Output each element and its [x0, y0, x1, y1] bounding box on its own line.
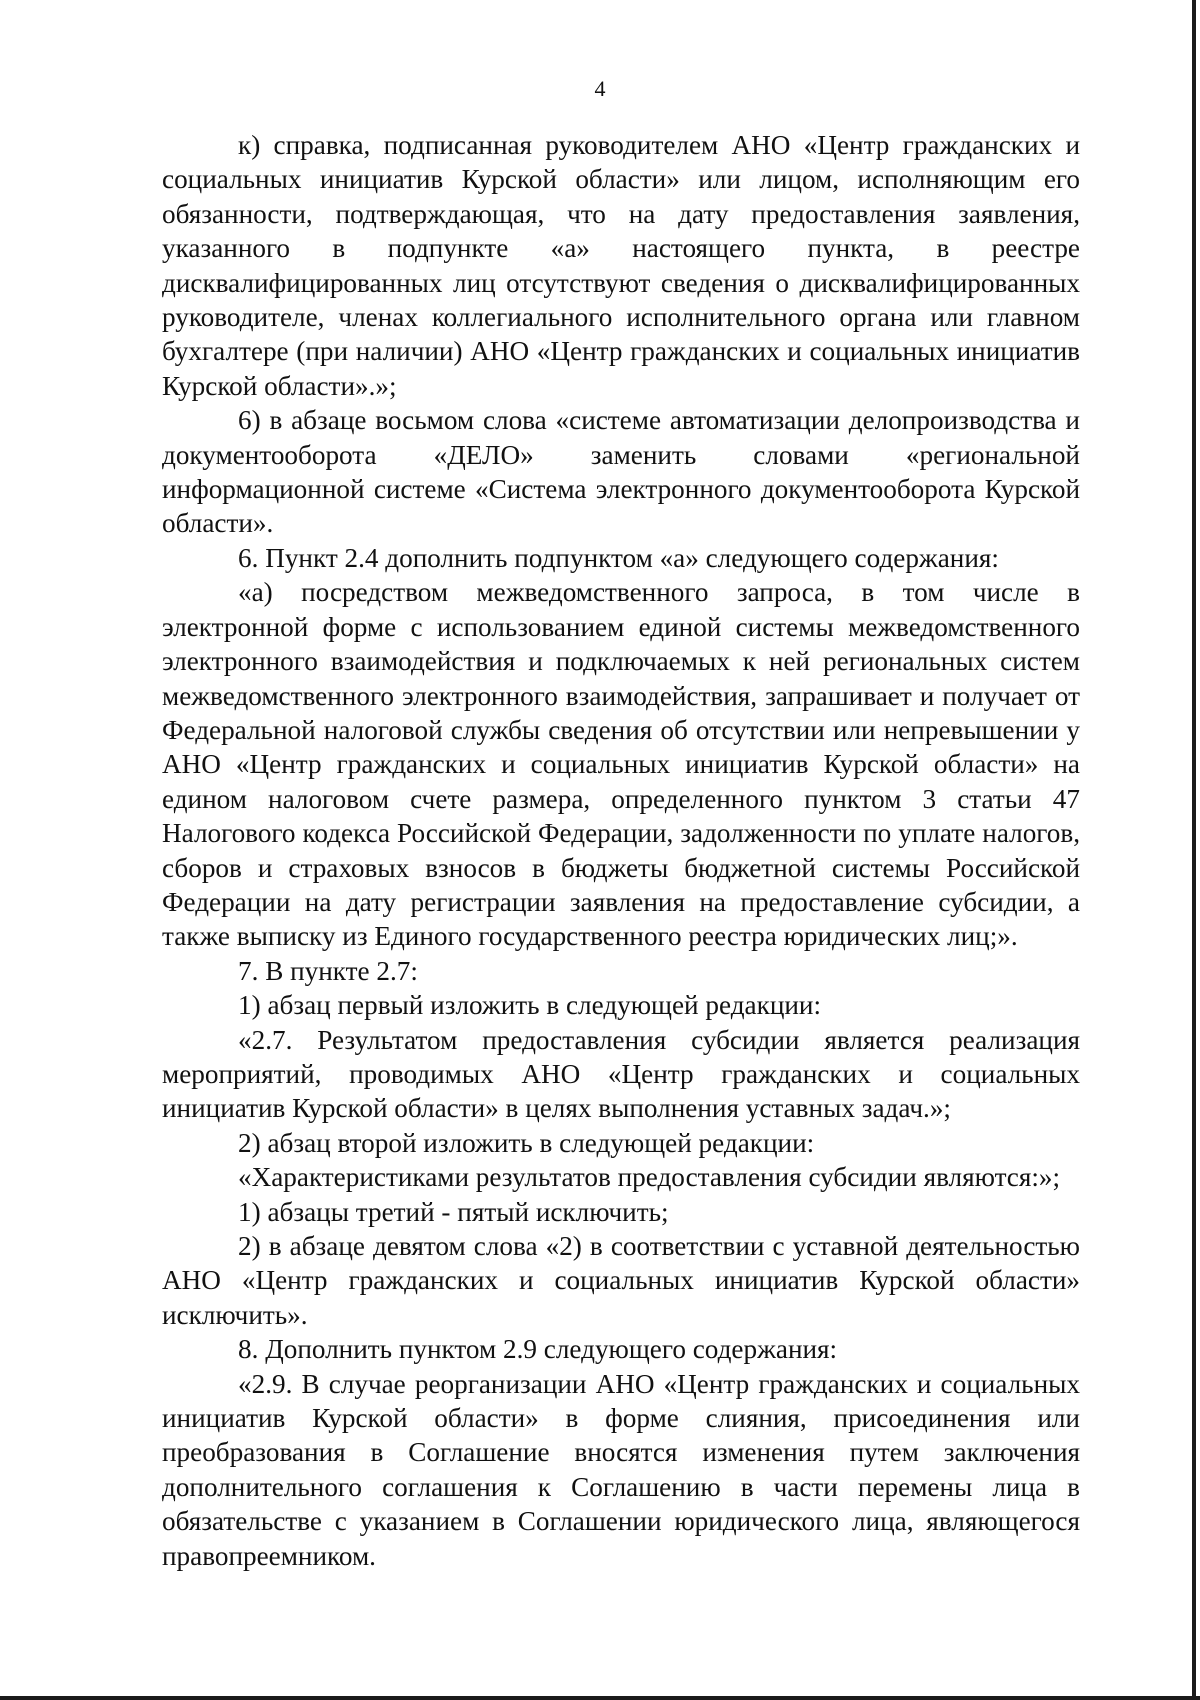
paragraph-ninth-clause: 2) в абзаце девятом слова «2) в соответствии с уставной деятельностью АНО «Центр гражданских и социальных инициатив Курской области» исключить».	[162, 1231, 1080, 1330]
paragraph-a-interagency-request: «а) посредством межведомственного запроса, в том числе в электронной форме с использованием единой системы межведомственного электронного взаимодействия и подключаемых к ней региональных систем межведомственного электронного взаимодействия, запрашивает и получает от Федеральной налоговой службы сведения об отсутствии или непревышении у АНО «Центр гражданских и социальных инициатив Курской области» на едином налоговом счете размера, определенного пунктом 3 статьи 47 Налогового кодекса Российской Федерации, задолженности по уплате налогов, сборов и страховых взносов в бюджеты бюджетной системы Российской Федерации на дату регистрации заявления на предоставление субсидии, а также выписку из Единого государственного реестра юридических лиц;».	[162, 577, 1080, 952]
paragraph-6-delo-replacement: 6) в абзаце восьмом слова «системе автоматизации делопроизводства и документооборота «ДЕЛО» заменить словами «региональной информационной системе «Система электронного документооборота Курской области».	[162, 405, 1080, 539]
paragraph-characteristics: «Характеристиками результатов предоставления субсидии являются:»;	[238, 1162, 1061, 1193]
paragraph-7-2-second-clause: 2) абзац второй изложить в следующей редакции:	[238, 1127, 815, 1158]
paragraph-7-1-first-clause: 1) абзац первый изложить в следующей редакции:	[238, 990, 822, 1021]
paragraph-item-8-heading: 8. Дополнить пунктом 2.9 следующего содержания:	[238, 1334, 838, 1365]
paragraph-k-certificate: к) справка, подписанная руководителем АНО «Центр гражданских и социальных инициатив Курской области» или лицом, исполняющим его обязанности, подтверждающая, что на дату предоставления заявления, указанного в подпункте «а» настоящего пункта, в реестре дисквалифицированных лиц отсутствуют сведения о дисквалифицированных руководителе, членах коллегиального исполнительного органа или главном бухгалтере (при наличии) АНО «Центр гражданских и социальных инициатив Курской области».»;	[162, 130, 1080, 401]
paragraph-item-6-heading: 6. Пункт 2.4 дополнить подпунктом «а» следующего содержания:	[238, 542, 999, 573]
paragraph-2-7-result: «2.7. Результатом предоставления субсидии является реализация мероприятий, проводимых АНО «Центр гражданских и социальных инициатив Курской области» в целях выполнения уставных задач.»;	[162, 1024, 1080, 1124]
paragraph-item-7-heading: 7. В пункте 2.7:	[238, 955, 418, 986]
paragraph-clauses-3-5-excluded: 1) абзацы третий - пятый исключить;	[238, 1196, 669, 1227]
scan-edge-bottom	[0, 1696, 1200, 1700]
document-body	[162, 128, 1080, 1573]
paragraph-2-9-reorganization: «2.9. В случае реорганизации АНО «Центр гражданских и социальных инициатив Курской области» в форме слияния, присоединения или преобразования в Соглашение вносятся изменения путем заключения дополнительного соглашения к Соглашению в части перемены лица в обязательстве с указанием в Соглашении юридического лица, являющегося правопреемником.	[162, 1368, 1080, 1571]
scan-edge-right	[1192, 0, 1196, 1700]
page-number: 4	[594, 76, 606, 101]
